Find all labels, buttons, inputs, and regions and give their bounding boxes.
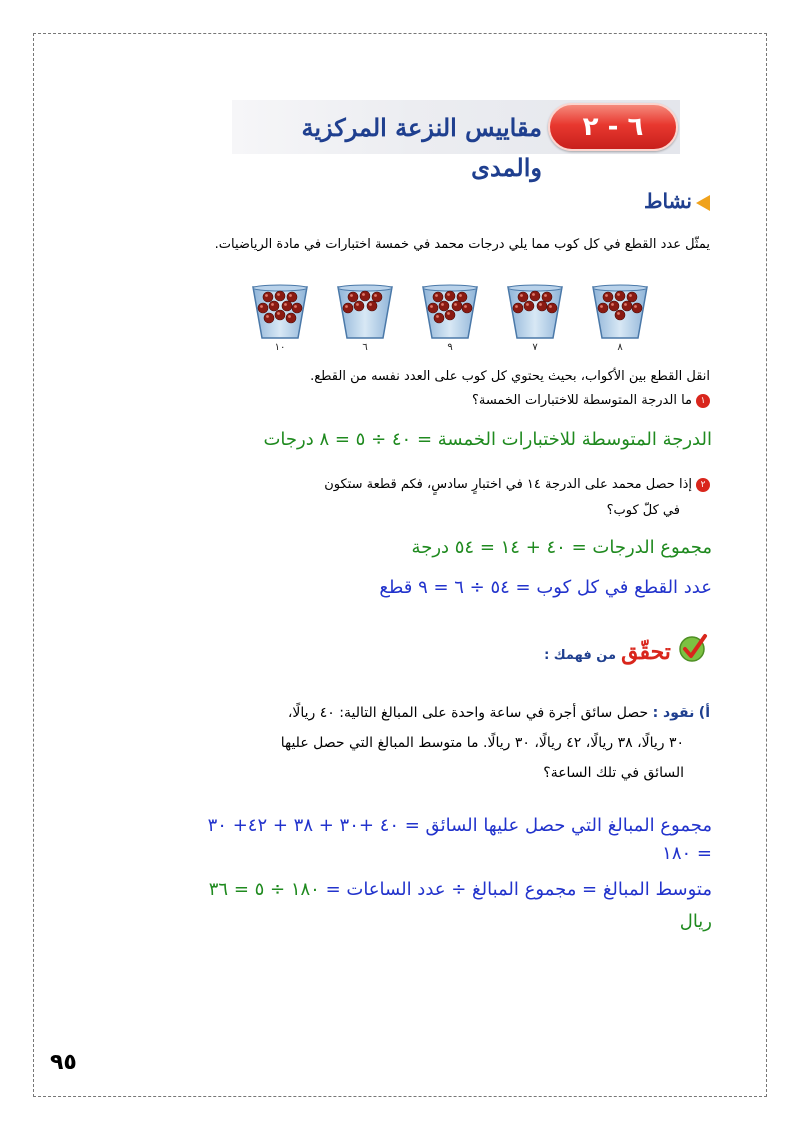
cup [420,284,480,356]
lesson-title: مقاييس النزعة المركزية والمدى [301,113,542,182]
ball [598,303,608,313]
ball [360,291,370,301]
ball [434,313,444,323]
problem-line-1 [180,698,710,728]
ball [622,301,632,311]
ball [372,292,382,302]
checkmark-icon [676,630,710,679]
ball [530,291,540,301]
cup-icon [420,284,480,340]
ball [258,303,268,313]
activity-instruction: انقل القطع بين الأكواب، بحيث يحتوي كل كوب على العدد نفسه من القطع. [310,369,710,384]
ball [348,292,358,302]
problem-line-3: السائق في تلك الساعة؟ [543,765,684,781]
problem-keyword: نقود : [652,705,695,721]
ball [632,303,642,313]
ball [292,303,302,313]
cup-icon [250,284,310,340]
activity-heading-label: نشاط [644,189,692,213]
answer-b-result: ١٨٠ ÷ ٥ = ٣٦ [208,879,326,900]
cup-icon [505,284,565,340]
cup-label: ٨ [617,342,623,353]
ball [452,301,462,311]
problem-line-1-text: حصل سائق أجرة في ساعة واحدة على المبالغ التالية: ٤٠ ريالًا، [287,705,649,721]
ball [547,303,557,313]
ball [542,292,552,302]
ball [615,291,625,301]
ball [269,301,279,311]
answer-2-line-1: مجموع الدرجات = ٤٠ + ١٤ = ٥٤ درجة [411,537,712,558]
ball [343,303,353,313]
check-heading-main: تحقّق [621,639,671,665]
cup-label: ٩ [447,342,453,353]
page-number: ٩٥ [50,1050,77,1075]
ball [603,292,613,302]
answer-b-formula: متوسط المبالغ = مجموع المبالغ ÷ عدد الساعات = [325,879,712,900]
cup [590,284,650,356]
question-2 [180,474,710,496]
ball [627,292,637,302]
cup-icon [335,284,395,340]
ball [609,301,619,311]
problem-a [180,698,710,788]
ball [462,303,472,313]
ball [264,313,274,323]
question-number-badge: ٢ [696,478,710,492]
cup-label: ٧ [532,342,538,353]
question-2-line-2: في كلّ كوب؟ [606,503,680,518]
question-2-line-1: إذا حصل محمد على الدرجة ١٤ في اختبارٍ سادسٍ، فكم قطعة ستكون [324,477,692,492]
ball [445,291,455,301]
cups-illustration [250,284,650,356]
ball [615,310,625,320]
ball [524,301,534,311]
ball [275,291,285,301]
ball [354,301,364,311]
cup [335,284,395,356]
lesson-number-badge [548,103,678,151]
answer-2-line-2-text: عدد القطع في كل كوب = ٥٤ ÷ ٦ = ٩ قطع [379,577,712,598]
activity-heading [560,186,710,216]
ball [433,292,443,302]
ball [513,303,523,313]
ball [275,310,285,320]
activity-intro: يمثّل عدد القطع في كل كوب مما يلي درجات محمد في خمسة اختبارات في مادة الرياضيات. [214,237,710,252]
problem-line-2: ٣٠ ريالًا، ٣٨ ريالًا، ٤٢ ريالًا، ٣٠ ريالًا. ما متوسط المبالغ التي حصل عليها [280,735,684,751]
cup-label: ٦ [362,342,368,353]
ball [445,310,455,320]
ball [282,301,292,311]
answer-1: الدرجة المتوسطة للاختبارات الخمسة = ٤٠ ÷ ٥ = ٨ درجات [263,429,712,450]
ball [263,292,273,302]
ball [286,313,296,323]
ball [457,292,467,302]
question-1 [180,390,710,412]
answer-2-line-2 [379,574,712,602]
answer-a-line-1: مجموع المبالغ التي حصل عليها السائق = ٤٠ +٣٠ + ٣٨ + ٤٢+ ٣٠ [207,815,712,836]
cup-icon [590,284,650,340]
cup [505,284,565,356]
arrow-icon [696,195,710,211]
ball [537,301,547,311]
question-1-text: ما الدرجة المتوسطة للاختبارات الخمسة؟ [471,393,692,408]
answer-b-unit: ريال [679,911,712,932]
check-understanding-heading [470,630,710,670]
ball [518,292,528,302]
ball [287,292,297,302]
ball [439,301,449,311]
answer-b-line-1 [209,876,712,904]
lesson-number: ٦ - ٢ [582,112,644,142]
ball [428,303,438,313]
cup [250,284,310,356]
problem-label: أ) [698,705,710,721]
question-number-badge: ١ [696,394,710,408]
ball [367,301,377,311]
check-heading-sub: من فهمك : [544,648,616,663]
answer-a-line-2: = ١٨٠ [662,843,712,864]
cup-label: ١٠ [274,342,286,353]
